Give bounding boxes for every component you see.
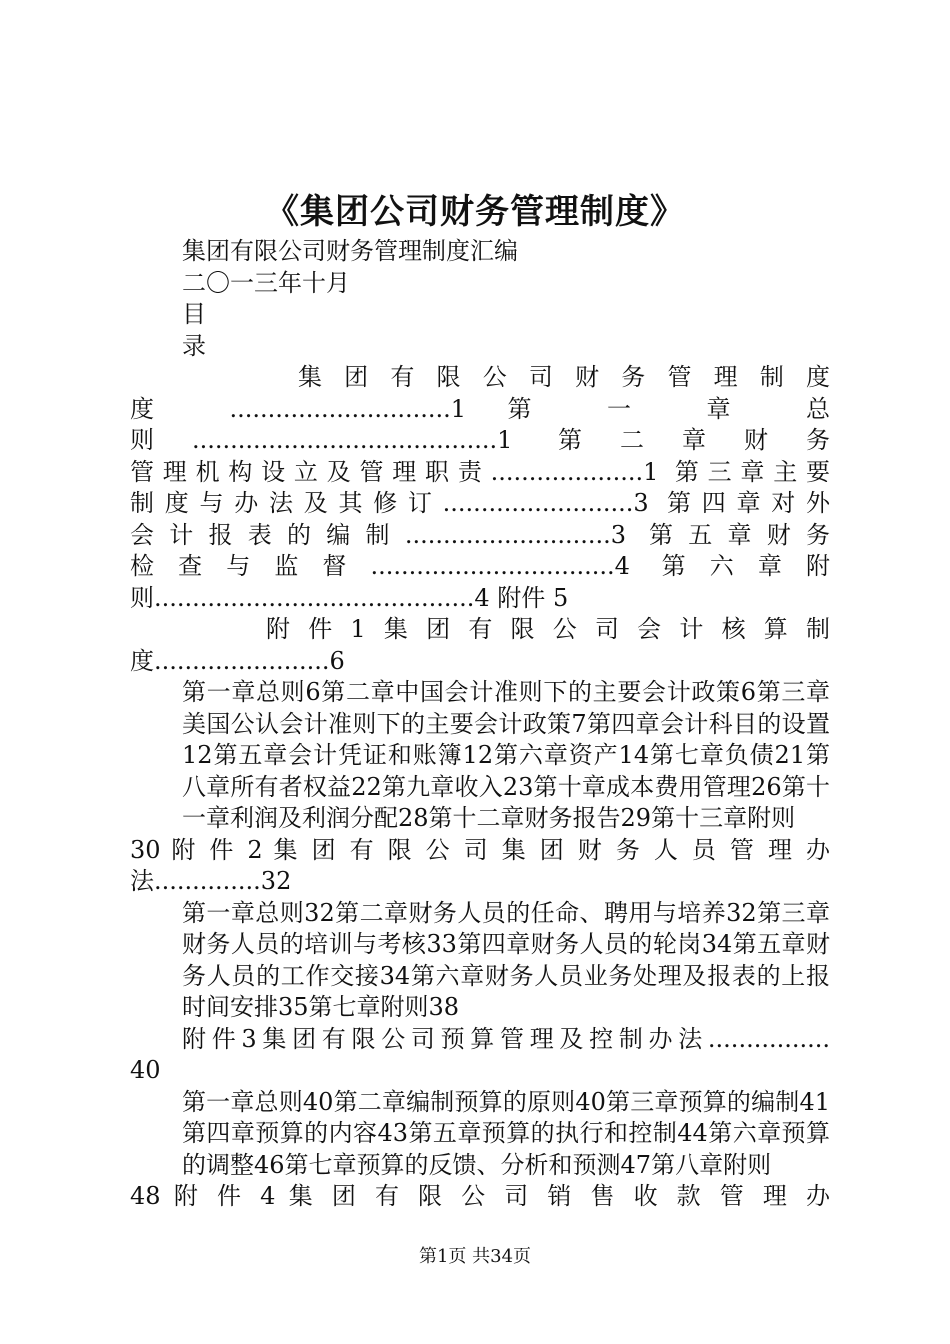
toc-line: 检查与监督................................4 第六章附: [130, 552, 830, 580]
toc-line: 度 .............................1 第 一 章 总: [130, 394, 830, 423]
toc-line: 管理机构设立及管理职责....................1 第三章主要: [130, 457, 830, 486]
toc-line: 集团有限公司财务管理制度: [298, 363, 830, 391]
toc-line: 制度与办法及其修订.........................3 第四章对外: [130, 489, 830, 517]
toc-line: 则..........................................4 附件 5: [130, 583, 569, 612]
toc-line: 会计报表的编制...........................3 第五章财务: [130, 520, 830, 549]
intro-line: 录: [182, 331, 206, 360]
intro-line: 集团有限公司财务管理制度汇编: [182, 237, 518, 265]
annex3-heading: 附件3集团有限公司预算管理及控制办法................: [182, 1024, 830, 1053]
annex1-heading: 附件1集团有限公司会计核算制: [266, 615, 830, 643]
annex4-heading: 48 附 件 4 集 团 有 限 公 司 销 售 收 款 管 理 办: [130, 1182, 830, 1210]
document-title: 《集团公司财务管理制度》: [265, 192, 685, 232]
annex1-heading: 度.......................6: [130, 646, 345, 675]
page-number: 第1页 共34页: [418, 1246, 532, 1267]
intro-line: 二〇一三年十月: [182, 268, 350, 297]
document-body: [130, 236, 830, 1213]
intro-line: 目: [182, 300, 206, 328]
toc-line: 则........................................1 第二章财务: [130, 426, 830, 454]
annex3-heading: 40: [130, 1056, 161, 1084]
annex2-chapters: 第一章总则32第二章财务人员的任命、聘用与培养32第三章财务人员的培训与考核33第四章财务人员的轮岗34第五章财务人员的工作交接34第六章财务人员业务处理及报表的上报时间安排35第七章附则38: [182, 898, 830, 1021]
annex1-chapters: 第一章总则6第二章中国会计准则下的主要会计政策6第三章美国公认会计准则下的主要会计政策7第四章会计科目的设置12第五章会计凭证和账簿12第六章资产14第七章负债21第八章所有者权益22第九章收入23第十章成本费用管理26第十一章利润及利润分配28第十二章财务报告29第十三章附则: [182, 678, 830, 832]
annex3-chapters: 第一章总则40第二章编制预算的原则40第三章预算的编制41第四章预算的内容43第五章预算的执行和控制44第六章预算的调整46第七章预算的反馈、分析和预测47第八章附则: [182, 1087, 830, 1179]
annex2-heading: 30 附 件 2 集 团 有 限 公 司 集 团 财 务 人 员 管 理 办: [130, 835, 830, 864]
annex2-heading: 法..............32: [130, 867, 292, 895]
